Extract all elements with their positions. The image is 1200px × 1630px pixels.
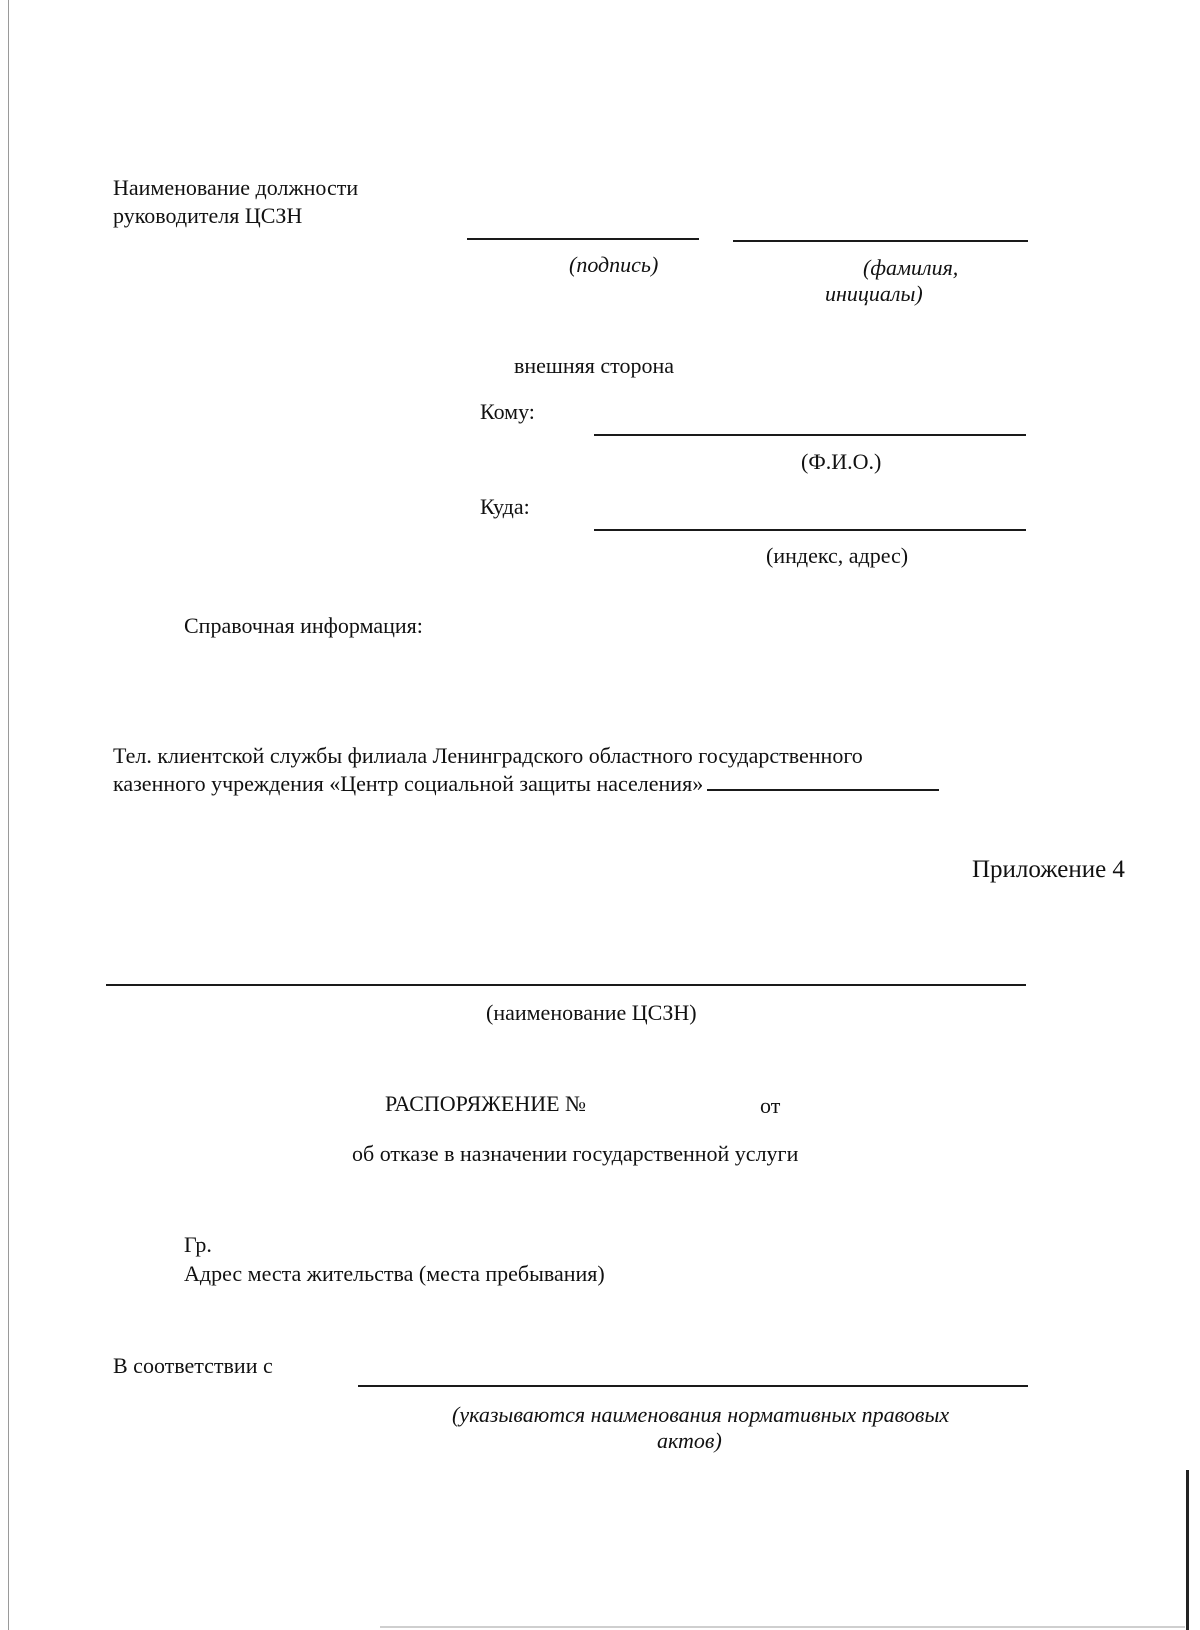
name-caption-line2: инициалы) [825, 281, 923, 306]
to-caption: (Ф.И.О.) [801, 449, 882, 474]
acts-caption-line1: (указываются наименования нормативных правовых [452, 1402, 950, 1427]
signature-line [467, 238, 699, 240]
phone-line2 [113, 771, 939, 797]
where-caption: (индекс, адрес) [766, 543, 909, 568]
org-name-line [106, 984, 1026, 986]
order-title: РАСПОРЯЖЕНИЕ № [385, 1091, 587, 1116]
scan-edge-bottom [380, 1626, 1185, 1628]
outer-side-label: внешняя сторона [514, 353, 675, 378]
scan-edge-right [1186, 1470, 1189, 1630]
signature-caption: (подпись) [569, 252, 659, 277]
phone-line1: Тел. клиентской службы филиала Ленинградского областного государственного [113, 743, 863, 768]
phone-line2-text: казенного учреждения «Центр социальной защиты населения» [113, 771, 704, 796]
accordance-label: В соответствии с [113, 1353, 273, 1378]
appendix-label: Приложение 4 [972, 856, 1125, 883]
acts-caption-line2: актов) [657, 1428, 722, 1453]
address-label: Адрес места жительства (места пребывания) [184, 1261, 605, 1286]
citizen-label: Гр. [184, 1232, 212, 1257]
reference-heading: Справочная информация: [184, 613, 423, 638]
where-label: Куда: [480, 494, 530, 519]
phone-number-line [707, 771, 939, 791]
acts-line [358, 1385, 1028, 1387]
where-line [594, 529, 1026, 531]
position-title-line2: руководителя ЦСЗН [113, 203, 303, 228]
order-subject: об отказе в назначении государственной услуги [352, 1141, 799, 1166]
order-from: от [760, 1093, 781, 1118]
position-title-line1: Наименование должности [113, 175, 359, 200]
to-line [594, 434, 1026, 436]
name-line [733, 240, 1028, 242]
name-caption-line1: (фамилия, [863, 255, 959, 280]
scan-edge-left [8, 0, 9, 1630]
to-label: Кому: [480, 399, 535, 424]
org-caption: (наименование ЦСЗН) [486, 1000, 697, 1025]
